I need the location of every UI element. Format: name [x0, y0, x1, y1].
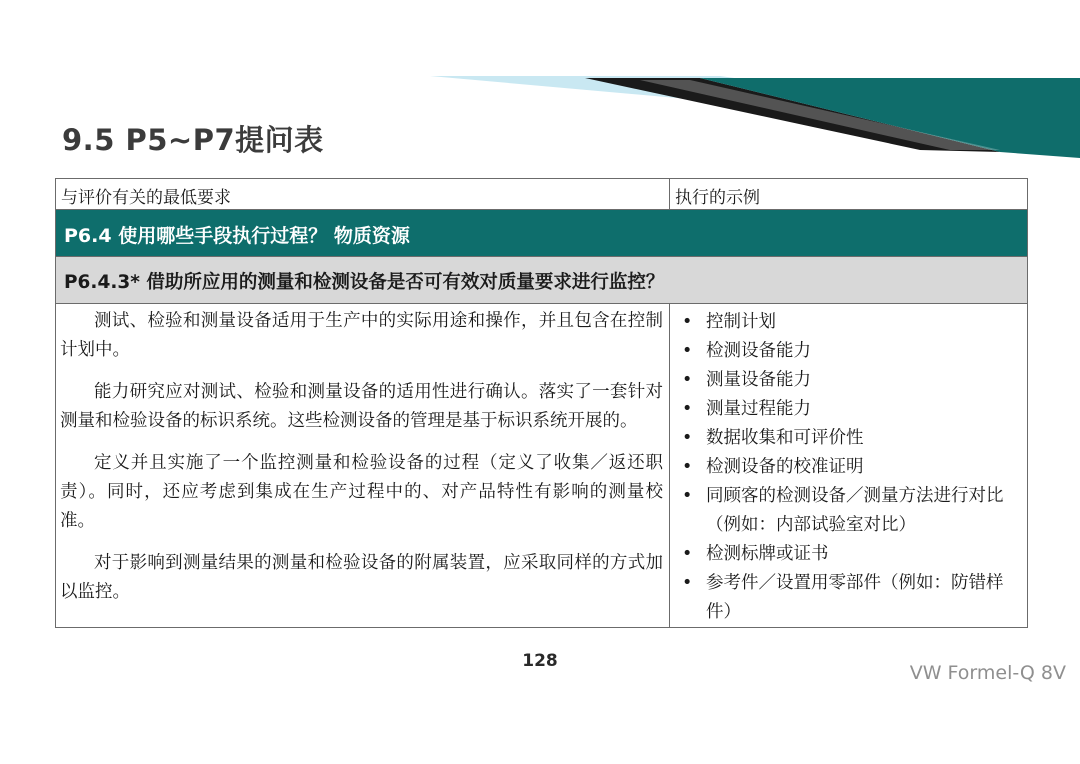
- requirements-cell: [56, 304, 670, 628]
- bullet-icon: •: [682, 544, 693, 564]
- header-stripe-white: [640, 80, 1000, 150]
- example-text: 测量过程能力: [706, 399, 811, 419]
- example-text: 控制计划: [706, 312, 776, 332]
- requirement-paragraph: 定义并且实施了一个监控测量和检验设备的过程（定义了收集／返还职责）。同时，还应考虑到集成在生产过程中的、对产品特性有影响的测量校准。: [60, 453, 663, 531]
- requirement-paragraph: 对于影响到测量结果的测量和检验设备的附属装置，应采取同样的方式加以监控。: [60, 553, 663, 602]
- bullet-icon: •: [682, 341, 693, 361]
- bullet-icon: •: [682, 428, 693, 448]
- footer-brand: VW Formel-Q 8V: [909, 662, 1066, 684]
- example-item: [680, 569, 1021, 627]
- example-text: 检测设备能力: [706, 341, 811, 361]
- example-item: [680, 395, 1021, 424]
- content-row: [56, 304, 1028, 628]
- header-stripe-dark: [585, 78, 1000, 152]
- example-item: [680, 308, 1021, 337]
- page-number: 128: [522, 651, 558, 671]
- example-text: 测量设备能力: [706, 370, 811, 390]
- question-table: [55, 178, 1028, 628]
- examples-list: [680, 308, 1021, 627]
- example-item: [680, 540, 1021, 569]
- header-stripe-teal: [700, 78, 1080, 158]
- question-row: [56, 257, 1028, 304]
- example-text: 检测标牌或证书: [706, 544, 829, 564]
- header-examples: 执行的示例: [670, 179, 1028, 210]
- example-item: [680, 424, 1021, 453]
- bullet-icon: •: [682, 457, 693, 477]
- example-text: 同顾客的检测设备／测量方法进行对比（例如：内部试验室对比）: [706, 486, 1004, 535]
- header-stripe-light: [430, 76, 1080, 134]
- section-row: [56, 210, 1028, 257]
- table-header-row: [56, 179, 1028, 210]
- question-title: P6.4.3* 借助所应用的测量和检测设备是否可有效对质量要求进行监控？: [56, 257, 1028, 304]
- section-title: P6.4 使用哪些手段执行过程？ 物质资源: [56, 210, 1028, 257]
- bullet-icon: •: [682, 486, 693, 506]
- example-text: 数据收集和可评价性: [706, 428, 864, 448]
- example-item: [680, 366, 1021, 395]
- bullet-icon: •: [682, 312, 693, 332]
- bullet-icon: •: [682, 370, 693, 390]
- requirement-paragraph: 能力研究应对测试、检验和测量设备的适用性进行确认。落实了一套针对测量和检验设备的标识系统。这些检测设备的管理是基于标识系统开展的。: [60, 382, 663, 431]
- examples-cell: [670, 304, 1028, 628]
- example-text: 检测设备的校准证明: [706, 457, 864, 477]
- page-title: 9.5 P5~P7提问表: [62, 123, 324, 157]
- bullet-icon: •: [682, 399, 693, 419]
- requirement-paragraph: 测试、检验和测量设备适用于生产中的实际用途和操作，并且包含在控制计划中。: [60, 311, 663, 360]
- header-min-requirements: 与评价有关的最低要求: [56, 179, 670, 210]
- example-text: 参考件／设置用零部件（例如：防错样件）: [706, 573, 1004, 622]
- example-item: [680, 482, 1021, 540]
- bullet-icon: •: [682, 573, 693, 593]
- example-item: [680, 453, 1021, 482]
- example-item: [680, 337, 1021, 366]
